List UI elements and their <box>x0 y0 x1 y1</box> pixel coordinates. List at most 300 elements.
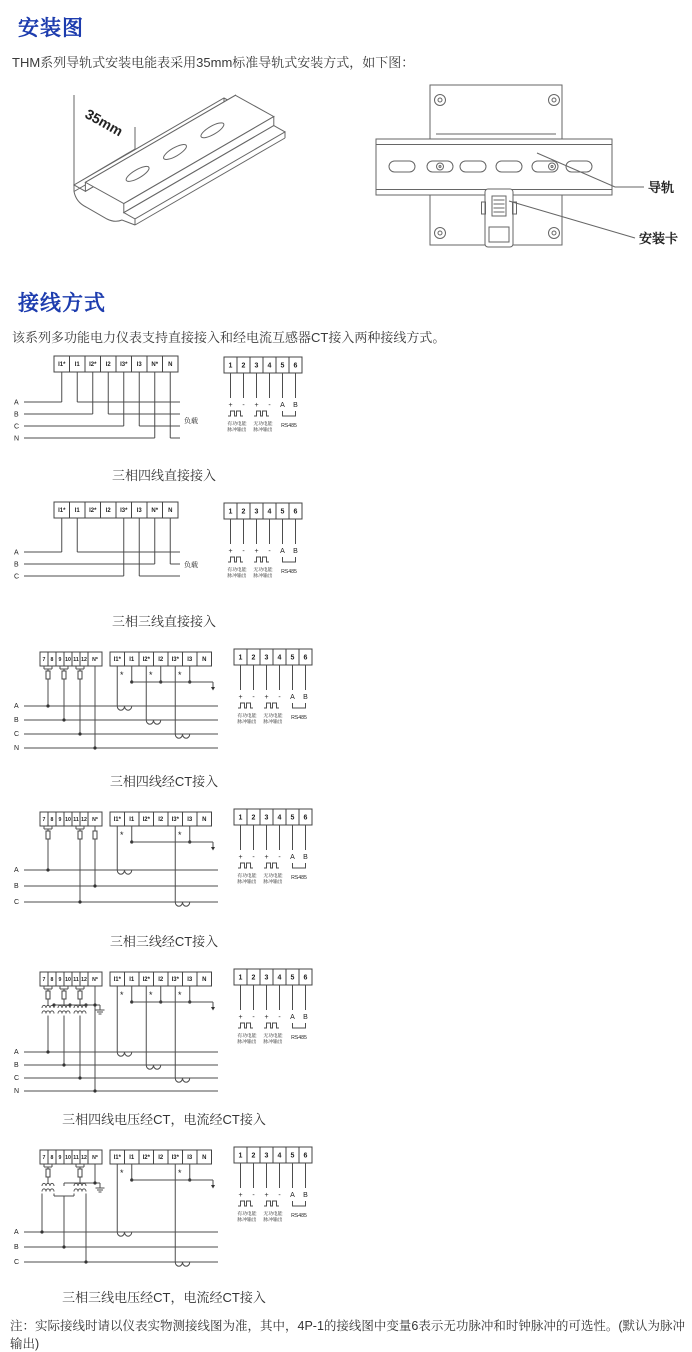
diagram-text: N* <box>92 976 98 983</box>
diagram-text: 无功电能 <box>263 1034 283 1039</box>
drawing-shape <box>238 863 253 868</box>
diagram-text: 脉冲输出 <box>237 1218 257 1223</box>
diagram-text: + <box>228 402 233 409</box>
aux-terminal-drawing <box>226 964 348 1064</box>
diagram-text: + <box>238 694 243 701</box>
diagram-text: 12 <box>81 816 87 823</box>
diagram-text: RS485 <box>291 715 307 721</box>
drawing-shape <box>228 557 243 562</box>
drawing-shape <box>62 991 66 999</box>
diagram-text: 1 <box>238 1152 243 1160</box>
diagram-text: - <box>252 1192 255 1199</box>
din-rail <box>376 139 612 195</box>
diagram-text: I2* <box>89 362 97 369</box>
diagram-text: 11 <box>73 1154 79 1161</box>
diagram-text: B <box>303 1192 308 1199</box>
install-description: THM系列导轨式安装电能表采用35mm标准导轨式安装方式，如下图： <box>12 55 415 70</box>
diagram-text: * <box>119 830 124 840</box>
diagram-text: 9 <box>58 656 62 663</box>
diagram-text: 12 <box>81 656 87 663</box>
diagram-text: N <box>168 362 173 369</box>
diagram-text: 10 <box>65 1154 71 1161</box>
drawing-shape <box>46 1169 50 1177</box>
diagram-text: N* <box>92 1154 98 1161</box>
aux-terminal-drawing <box>216 498 338 598</box>
diagram-text: A <box>14 549 19 557</box>
clip-label: 安装卡 <box>639 231 679 246</box>
diagram-text: A <box>14 703 19 711</box>
diagram-text: A <box>290 1192 295 1199</box>
diagram-text: A <box>280 402 285 409</box>
drawing-shape <box>211 1185 215 1189</box>
diagram-text: + <box>238 1014 243 1021</box>
diagram-text: I1 <box>129 1155 135 1162</box>
diagram-text: * <box>119 990 124 1000</box>
wiring-section-title: 接线方式 <box>18 292 106 315</box>
diagram-text: 脉冲输出 <box>263 1218 283 1223</box>
diagram-text: I3* <box>120 362 128 369</box>
diagram-caption: 三相四线电压经CT，电流经CT接入 <box>62 1112 266 1127</box>
drawing-shape <box>46 671 50 679</box>
diagram-text: 8 <box>50 1154 54 1161</box>
diagram-text: I3* <box>171 1155 179 1162</box>
drawing-shape <box>78 732 81 735</box>
diagram-text: - <box>252 1014 255 1021</box>
diagram-text: C <box>14 573 20 581</box>
diagram-text: 5 <box>290 1152 295 1160</box>
diagram-text: * <box>119 1168 124 1178</box>
diagram-text: N <box>14 1088 20 1096</box>
diagram-text: I3 <box>187 1155 193 1162</box>
diagram-text: A <box>280 548 285 555</box>
diagram-text: N* <box>92 816 98 823</box>
diagram-text: 5 <box>280 362 285 370</box>
wiring-diagram-6 <box>12 1142 346 1306</box>
diagram-text: 11 <box>73 976 79 983</box>
drawing-shape <box>175 902 190 906</box>
diagram-text: B <box>293 402 298 409</box>
wiring-main-drawing <box>12 352 212 462</box>
diagram-text: B <box>14 1244 19 1252</box>
diagram-text: 2 <box>251 974 256 982</box>
drawing-shape <box>254 557 269 562</box>
diagram-text: B <box>14 717 19 725</box>
diagram-text: 4 <box>277 814 282 822</box>
diagram-text: I2 <box>158 817 164 824</box>
install-figures <box>0 77 692 277</box>
diagram-text: 脉冲输出 <box>237 880 257 885</box>
diagram-caption: 三相四线直接接入 <box>111 468 216 483</box>
diagram-text: I1* <box>113 657 121 664</box>
diagram-text: 脉冲输出 <box>237 1040 257 1045</box>
diagram-text: 7 <box>42 656 46 663</box>
drawing-shape <box>93 746 96 749</box>
drawing-shape <box>78 1076 81 1079</box>
drawing-shape <box>228 411 243 416</box>
diagram-text: 4 <box>277 974 282 982</box>
diagram-text: I1 <box>129 977 135 984</box>
diagram-text: + <box>264 694 269 701</box>
diagram-text: I3 <box>136 362 142 369</box>
rail-dimension-label: 35mm <box>82 105 126 140</box>
drawing-shape <box>238 703 253 708</box>
diagram-text: + <box>228 548 233 555</box>
drawing-shape <box>46 868 49 871</box>
diagram-text: B <box>14 883 19 891</box>
diagram-text: 6 <box>303 814 308 822</box>
diagram-text: I3* <box>120 508 128 515</box>
diagram-text: 负载 <box>184 562 198 569</box>
drawing-shape <box>117 706 132 710</box>
diagram-text: I1 <box>74 508 80 515</box>
diagram-text: 有功电能 <box>227 568 247 573</box>
drawing-shape <box>62 671 66 679</box>
diagram-text: 有功电能 <box>237 1212 257 1217</box>
diagram-text: 有功电能 <box>237 714 257 719</box>
drawing-shape <box>62 1245 65 1248</box>
diagram-text: RS485 <box>281 569 297 575</box>
rail-label: 导轨 <box>648 180 675 195</box>
diagram-text: 有功电能 <box>227 422 247 427</box>
diagram-text: - <box>242 402 245 409</box>
drawing-shape <box>46 991 50 999</box>
aux-terminal-drawing <box>226 804 348 904</box>
drawing-shape <box>211 687 215 691</box>
drawing-shape <box>293 703 306 708</box>
diagram-text: 2 <box>241 508 246 516</box>
diagram-text: 3 <box>264 974 269 982</box>
diagram-text: I1* <box>58 362 66 369</box>
aux-terminal-drawing <box>226 1142 348 1242</box>
drawing-shape <box>117 1232 132 1236</box>
diagram-text: 脉冲输出 <box>237 720 257 725</box>
wiring-main-drawing <box>12 1142 222 1284</box>
diagram-text: 10 <box>65 816 71 823</box>
diagram-text: 6 <box>293 362 298 370</box>
diagram-text: N* <box>92 656 98 663</box>
diagram-text: I2 <box>105 508 111 515</box>
diagram-text: I3 <box>187 817 193 824</box>
diagram-text: * <box>177 1168 182 1178</box>
diagram-text: + <box>238 854 243 861</box>
diagram-text: I1* <box>113 1155 121 1162</box>
diagram-text: 5 <box>280 508 285 516</box>
drawing-shape <box>84 1260 87 1263</box>
drawing-shape <box>93 1181 96 1184</box>
diagram-text: N <box>202 657 207 664</box>
wiring-grid <box>0 352 692 1306</box>
diagram-text: 无功电能 <box>263 874 283 879</box>
diagram-text: 有功电能 <box>237 1034 257 1039</box>
diagram-text: 1 <box>228 508 233 516</box>
drawing-shape <box>78 671 82 679</box>
diagram-text: 脉冲输出 <box>227 428 247 433</box>
diagram-text: I1 <box>129 817 135 824</box>
drawing-shape <box>175 734 190 738</box>
diagram-text: 2 <box>251 654 256 662</box>
drawing-shape <box>46 831 50 839</box>
diagram-text: 2 <box>241 362 246 370</box>
diagram-text: B <box>14 411 19 419</box>
diagram-text: 5 <box>290 814 295 822</box>
diagram-text: 负载 <box>184 418 198 425</box>
drawing-shape <box>46 704 49 707</box>
diagram-text: 6 <box>303 974 308 982</box>
drawing-shape <box>254 411 269 416</box>
diagram-text: 无功电能 <box>263 1212 283 1217</box>
wiring-diagram-1 <box>12 352 346 484</box>
diagram-text: * <box>119 670 124 680</box>
aux-terminal-drawing <box>226 644 348 744</box>
drawing-shape <box>42 1011 54 1014</box>
diagram-text: 6 <box>293 508 298 516</box>
diagram-text: 9 <box>58 816 62 823</box>
drawing-shape <box>78 1169 82 1177</box>
diagram-text: - <box>252 694 255 701</box>
diagram-text: I2* <box>142 977 150 984</box>
diagram-text: I1* <box>58 508 66 515</box>
diagram-text: A <box>14 1229 19 1237</box>
diagram-text: I3 <box>187 977 193 984</box>
drawing-shape <box>293 863 306 868</box>
drawing-shape <box>93 1003 96 1006</box>
diagram-text: I2* <box>142 817 150 824</box>
drawing-shape <box>117 1052 132 1056</box>
diagram-text: 1 <box>238 974 243 982</box>
diagram-text: 6 <box>303 1152 308 1160</box>
drawing-shape <box>175 1262 190 1266</box>
diagram-text: 9 <box>58 1154 62 1161</box>
drawing-shape <box>42 1189 54 1192</box>
diagram-caption: 三相四线经CT接入 <box>109 774 219 789</box>
diagram-text: C <box>14 899 20 907</box>
diagram-text: A <box>290 1014 295 1021</box>
drawing-shape <box>264 1201 279 1206</box>
diagram-text: - <box>278 694 281 701</box>
diagram-text: 9 <box>58 976 62 983</box>
aux-terminal-drawing <box>216 352 338 452</box>
diagram-text: 4 <box>277 1152 282 1160</box>
diagram-text: 3 <box>264 814 269 822</box>
diagram-text: 脉冲输出 <box>263 720 283 725</box>
drawing-shape <box>74 95 285 225</box>
drawing-shape <box>62 718 65 721</box>
diagram-text: 2 <box>251 1152 256 1160</box>
drawing-shape <box>93 831 97 839</box>
diagram-text: B <box>303 854 308 861</box>
diagram-text: I3 <box>136 508 142 515</box>
diagram-caption: 三相三线电压经CT，电流经CT接入 <box>62 1290 266 1305</box>
diagram-text: 脉冲输出 <box>227 574 247 579</box>
diagram-text: I3 <box>187 657 193 664</box>
diagram-text: 5 <box>290 654 295 662</box>
diagram-text: 10 <box>65 976 71 983</box>
diagram-text: 无功电能 <box>253 422 273 427</box>
drawing-shape <box>93 1089 96 1092</box>
wiring-main-drawing <box>12 498 212 608</box>
diagram-text: 12 <box>81 976 87 983</box>
diagram-text: I3* <box>171 817 179 824</box>
diagram-text: 3 <box>254 362 259 370</box>
wiring-diagram-2 <box>12 498 346 630</box>
diagram-text: 7 <box>42 976 46 983</box>
drawing-shape <box>264 863 279 868</box>
diagram-text: A <box>290 694 295 701</box>
drawing-shape <box>283 411 296 416</box>
din-rail-3d-figure <box>12 77 347 277</box>
diagram-text: - <box>268 548 271 555</box>
drawing-shape <box>93 884 96 887</box>
drawing-shape <box>293 1201 306 1206</box>
diagram-text: 1 <box>228 362 233 370</box>
diagram-text: B <box>14 1062 19 1070</box>
wiring-main-drawing <box>12 644 222 768</box>
diagram-text: N <box>202 817 207 824</box>
diagram-text: + <box>254 548 259 555</box>
diagram-text: * <box>177 990 182 1000</box>
drawing-shape <box>74 1183 86 1186</box>
diagram-text: I3* <box>171 657 179 664</box>
wiring-diagram-5 <box>12 964 346 1128</box>
diagram-text: I2 <box>158 977 164 984</box>
drawing-shape <box>74 1189 86 1192</box>
drawing-shape <box>376 85 678 247</box>
diagram-text: - <box>278 1192 281 1199</box>
drawing-shape <box>78 831 82 839</box>
diagram-text: I1* <box>113 977 121 984</box>
diagram-text: 10 <box>65 656 71 663</box>
diagram-text: 11 <box>73 816 79 823</box>
diagram-text: + <box>264 854 269 861</box>
drawing-shape <box>58 1011 70 1014</box>
diagram-text: I2* <box>142 657 150 664</box>
diagram-text: I2* <box>142 1155 150 1162</box>
diagram-text: - <box>268 402 271 409</box>
drawing-shape <box>40 1230 43 1233</box>
diagram-text: 11 <box>73 656 79 663</box>
diagram-text: 8 <box>50 976 54 983</box>
diagram-text: 12 <box>81 1154 87 1161</box>
diagram-text: 无功电能 <box>263 714 283 719</box>
drawing-shape <box>74 1011 86 1014</box>
diagram-text: A <box>14 867 19 875</box>
drawing-shape <box>78 900 81 903</box>
diagram-text: + <box>254 402 259 409</box>
diagram-text: 8 <box>50 816 54 823</box>
diagram-text: 2 <box>251 814 256 822</box>
diagram-text: B <box>14 561 19 569</box>
wiring-diagram-4 <box>12 804 346 950</box>
diagram-text: B <box>293 548 298 555</box>
wiring-main-drawing <box>12 804 222 928</box>
diagram-text: 4 <box>277 654 282 662</box>
diagram-text: RS485 <box>291 1213 307 1219</box>
diagram-text: 脉冲输出 <box>253 428 273 433</box>
diagram-text: I1 <box>74 362 80 369</box>
diagram-text: 脉冲输出 <box>263 880 283 885</box>
drawing-shape <box>293 1023 306 1028</box>
diagram-text: 脉冲输出 <box>253 574 273 579</box>
install-section-title: 安装图 <box>18 17 84 40</box>
diagram-text: RS485 <box>291 875 307 881</box>
diagram-text: I2* <box>89 508 97 515</box>
diagram-text: N <box>168 508 173 515</box>
diagram-text: + <box>238 1192 243 1199</box>
footnote: 注：实际接线时请以仪表实物测接线图为准，其中，4P-1的接线图中变量6表示无功脉冲和时钟脉冲的可选性。(默认为脉冲输出) <box>10 1319 686 1351</box>
diagram-text: - <box>278 1014 281 1021</box>
diagram-text: C <box>14 731 20 739</box>
diagram-text: 3 <box>264 1152 269 1160</box>
diagram-text: * <box>177 670 182 680</box>
diagram-text: 1 <box>238 814 243 822</box>
diagram-text: I1* <box>113 817 121 824</box>
diagram-text: I1 <box>129 657 135 664</box>
drawing-shape <box>175 1078 190 1082</box>
wiring-main-drawing <box>12 964 222 1106</box>
diagram-text: 无功电能 <box>253 568 273 573</box>
diagram-text: 3 <box>264 654 269 662</box>
diagram-text: N <box>14 435 20 443</box>
drawing-shape <box>211 847 215 851</box>
diagram-caption: 三相三线经CT接入 <box>109 934 219 949</box>
drawing-shape <box>62 1063 65 1066</box>
diagram-text: C <box>14 423 20 431</box>
diagram-text: N* <box>151 508 159 515</box>
diagram-text: * <box>177 830 182 840</box>
drawing-shape <box>238 1201 253 1206</box>
diagram-text: RS485 <box>291 1035 307 1041</box>
drawing-shape <box>146 1065 161 1069</box>
drawing-shape <box>117 870 132 874</box>
diagram-text: 4 <box>267 508 272 516</box>
diagram-text: A <box>14 1049 19 1057</box>
drawing-shape <box>238 1023 253 1028</box>
drawing-shape <box>46 1050 49 1053</box>
drawing-shape <box>74 1005 86 1008</box>
diagram-text: N <box>202 1155 207 1162</box>
diagram-text: 1 <box>238 654 243 662</box>
diagram-text: I2 <box>158 657 164 664</box>
diagram-text: - <box>252 854 255 861</box>
diagram-text: I3* <box>171 977 179 984</box>
drawing-shape <box>264 703 279 708</box>
diagram-text: C <box>14 1259 20 1267</box>
diagram-text: N <box>202 977 207 984</box>
diagram-text: + <box>264 1192 269 1199</box>
wiring-diagram-3 <box>12 644 346 790</box>
diagram-text: * <box>148 990 153 1000</box>
diagram-text: RS485 <box>281 423 297 429</box>
diagram-text: 6 <box>303 654 308 662</box>
diagram-text: - <box>242 548 245 555</box>
diagram-text: C <box>14 1075 20 1083</box>
drawing-shape <box>211 1007 215 1011</box>
drawing-shape <box>146 720 161 724</box>
diagram-text: N* <box>151 362 159 369</box>
diagram-text: N <box>14 745 20 753</box>
diagram-text: 8 <box>50 656 54 663</box>
diagram-caption: 三相三线直接接入 <box>111 614 216 629</box>
drawing-shape <box>42 1183 54 1186</box>
diagram-text: A <box>14 399 19 407</box>
drawing-shape <box>58 1005 70 1008</box>
diagram-text: I2 <box>158 1155 164 1162</box>
diagram-text: - <box>278 854 281 861</box>
diagram-text: 有功电能 <box>237 874 257 879</box>
diagram-text: A <box>290 854 295 861</box>
diagram-text: B <box>303 694 308 701</box>
diagram-text: B <box>303 1014 308 1021</box>
